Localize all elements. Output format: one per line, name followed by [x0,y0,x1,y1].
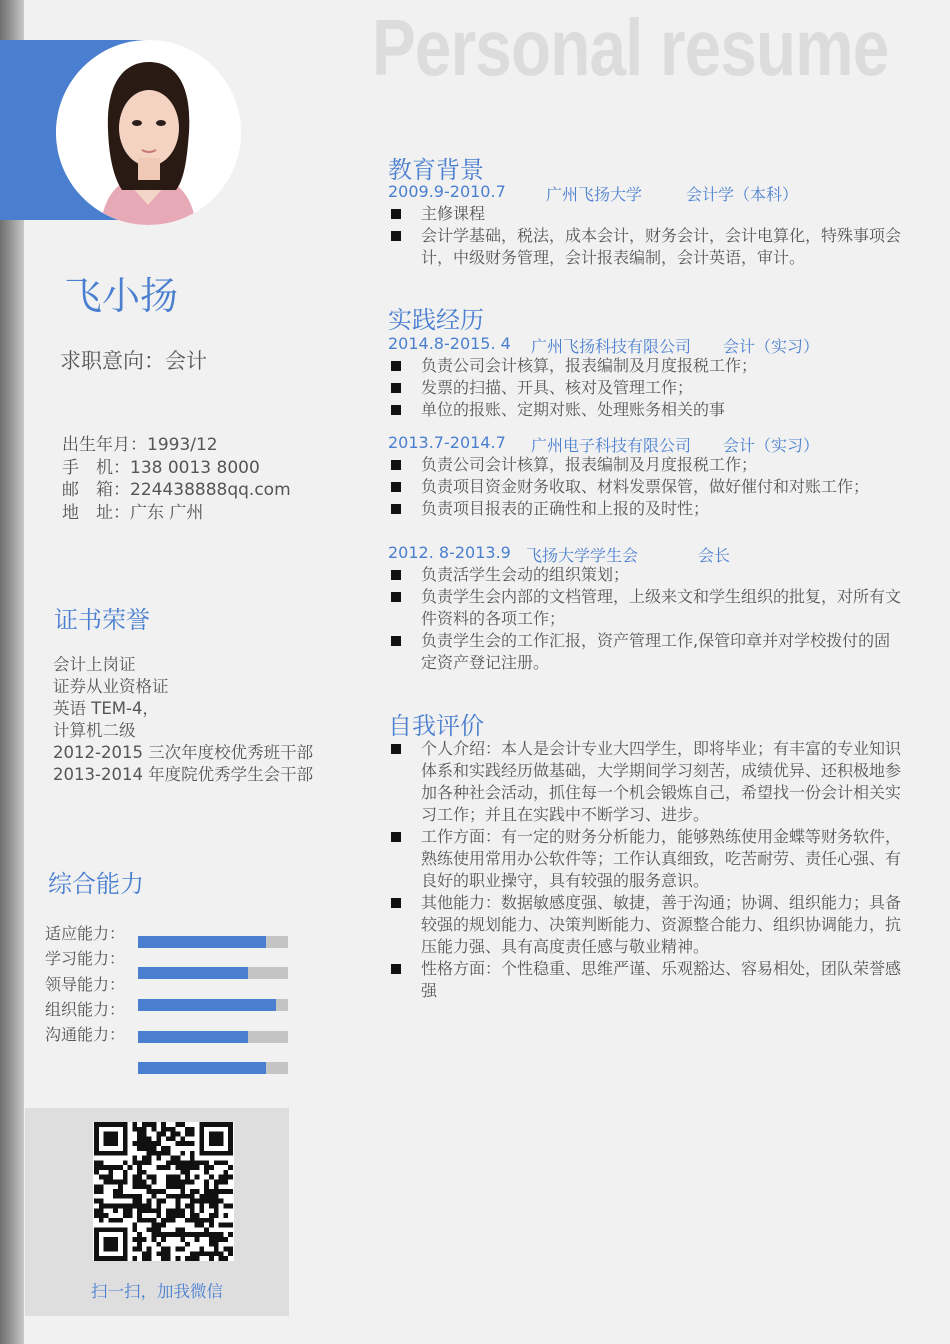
list-item: 负责项目报表的正确性和上报的及时性； [388,498,906,520]
certificates-list [53,654,313,786]
skill-label: 沟通能力： [45,1025,126,1045]
entry-period: 2013.7-2014.7 [388,433,506,452]
skill-label: 适应能力： [45,924,126,943]
skill-label: 组织能力： [45,999,126,1019]
entry-role: 会计（实习） [723,436,820,455]
bullet-icon [391,383,401,393]
experience-list [388,564,906,674]
bullet-icon [391,898,401,908]
entry-org: 广州电子科技有限公司 [531,436,692,455]
skill-bar-fill [138,999,276,1011]
bullet-icon [391,832,401,842]
list-item: 负责项目资金财务收取、材料发票保管，做好催付和对账工作； [388,476,906,498]
list-item: 单位的报账、定期对账、处理账务相关的事 [388,399,906,421]
entry-role: 会计学（本科） [686,185,799,204]
personal-info [62,434,291,524]
bullet-icon [391,964,401,974]
skills-title: 综合能力 [48,870,144,898]
candidate-name: 飞小扬 [64,274,179,318]
certificate-item: 证券从业资格证 [53,677,169,696]
list-item: 负责学生会内部的文档管理，上级来文和学生组织的批复，对所有文件资料的各项工作； [388,586,906,630]
certificate-item: 2012-2015 三次年度校优秀班干部 [53,743,314,762]
list-item: 负责公司会计核算，报表编制及月度报税工作； [388,355,906,377]
entry-period: 2012. 8-2013.9 [388,543,511,562]
bullet-icon [391,405,401,415]
certificate-item: 计算机二级 [53,721,136,740]
certificate-item: 英语 TEM-4， [53,699,159,718]
job-intent: 求职意向：会计 [60,349,207,373]
list-item: 负责学生会的工作汇报，资产管理工作,保管印章并对学校拨付的固定资产登记注册。 [388,630,906,674]
bullet-icon [391,209,401,219]
bullet-icon [391,460,401,470]
list-item: 会计学基础，税法，成本会计，财务会计，会计电算化，特殊事项会计，中级财务管理，会计报表编制，会计英语，审计。 [388,225,906,269]
info-email: 邮 箱：224438888qq.com [62,480,291,500]
self-evaluation-title: 自我评价 [388,712,484,740]
experience-title: 实践经历 [388,306,484,334]
self-evaluation-list [388,738,906,1002]
skill-bar-fill [138,967,248,979]
certificate-item: 会计上岗证 [53,655,136,674]
wechat-qr-panel [25,1108,289,1316]
list-item: 发票的扫描、开具、核对及管理工作； [388,377,906,399]
skill-bar [138,936,288,948]
list-item: 主修课程 [388,203,906,225]
bullet-icon [391,504,401,514]
experience-list [388,454,906,520]
info-address: 地 址：广东 广州 [62,502,204,523]
profile-photo [56,40,241,225]
skill-bar-fill [138,1031,248,1043]
entry-role: 会计（实习） [723,337,820,356]
bullet-icon [391,592,401,602]
bullet-icon [391,744,401,754]
list-item: 负责公司会计核算，报表编制及月度报税工作； [388,454,906,476]
entry-period: 2014.8-2015. 4 [388,334,511,353]
info-birth: 出生年月：1993/12 [62,435,218,455]
experience-list [388,355,906,421]
bullet-icon [391,231,401,241]
skill-bar [138,1062,288,1074]
list-item: 其他能力：数据敏感度强、敏捷，善于沟通；协调、组织能力；具备较强的规划能力、决策判断能力、资源整合能力、组织协调能力，抗压能力强、具有高度责任感与敬业精神。 [388,892,906,958]
bullet-icon [391,482,401,492]
skill-bar [138,967,288,979]
certificates-title: 证书荣誉 [54,606,150,634]
entry-org: 广州飞扬科技有限公司 [531,337,692,356]
list-item: 个人介绍：本人是会计专业大四学生，即将毕业；有丰富的专业知识体系和实践经历做基础，大学期间学习刻苦，成绩优异、还积极地参加各种社会活动，抓住每一个机会锻炼自己，希望找一份会计相关实习工作；并且在实践中不断学习、进步。 [388,738,906,826]
bullet-icon [391,570,401,580]
skill-label: 学习能力： [45,949,126,969]
education-title: 教育背景 [388,156,484,184]
qr-caption: 扫一扫，加我微信 [91,1282,223,1301]
skill-bar-fill [138,936,266,948]
skill-label: 领导能力： [45,974,126,994]
list-item: 负责活学生会动的组织策划； [388,564,906,586]
entry-period: 2009.9-2010.7 [388,182,506,201]
info-phone: 手 机：138 0013 8000 [62,457,260,478]
qr-code[interactable] [93,1122,234,1261]
certificate-item: 2013-2014 年度院优秀学生会干部 [53,765,314,784]
watermark-title: Personal resume [372,3,889,92]
list-item: 性格方面：个性稳重、思维严谨、乐观豁达、容易相处，团队荣誉感强 [388,958,906,1002]
skill-labels [45,921,125,1047]
skill-bar [138,1031,288,1043]
skill-bar-fill [138,1062,266,1074]
bullet-icon [391,361,401,371]
entry-org: 广州飞扬大学 [546,185,643,204]
bullet-icon [391,636,401,646]
skill-bar [138,999,288,1011]
list-item: 工作方面：有一定的财务分析能力，能够熟练使用金蝶等财务软件，熟练使用常用办公软件等；工作认真细致，吃苦耐劳、责任心强、有良好的职业操守，具有较强的服务意识。 [388,826,906,892]
entry-org: 飞扬大学学生会 [526,546,639,565]
entry-role: 会长 [698,546,731,565]
education-list [388,203,906,269]
